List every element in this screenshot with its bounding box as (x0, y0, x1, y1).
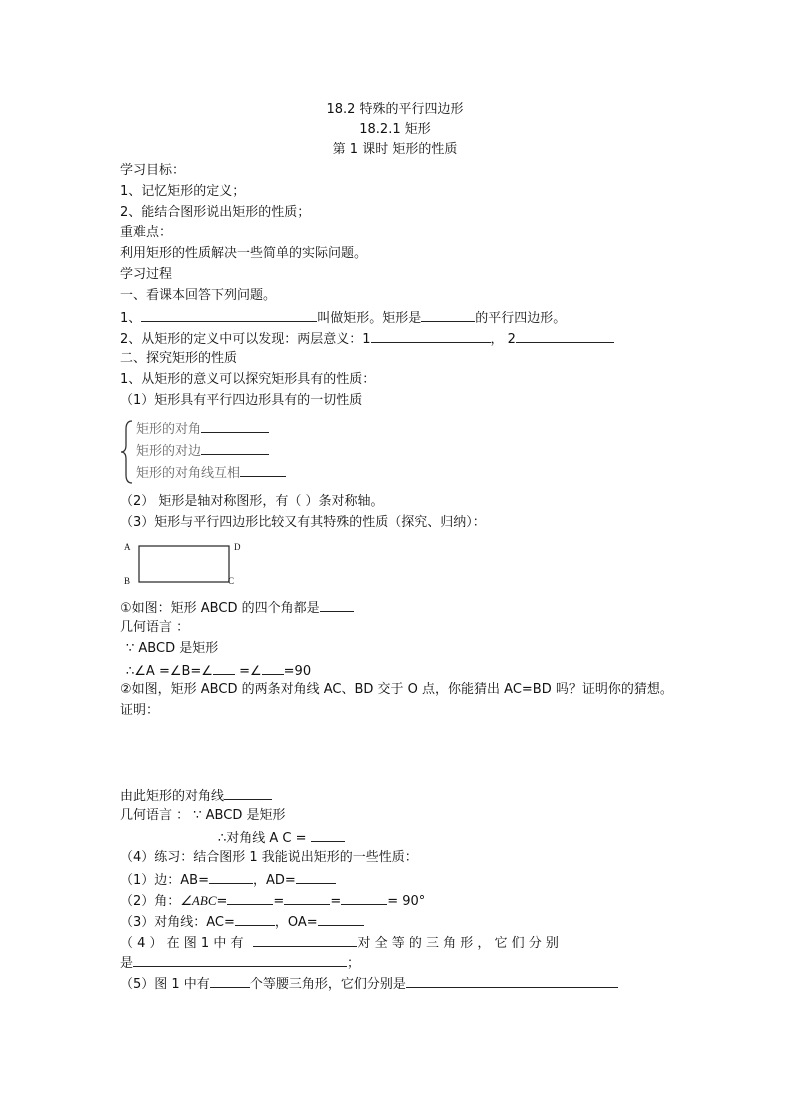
goals-heading: 学习目标： (120, 163, 186, 178)
diagonal-statement (120, 785, 272, 805)
practice-r2-blank-3[interactable] (341, 890, 387, 905)
property-intro: 1、从矩形的意义可以探究矩形具有的性质： (120, 372, 376, 387)
brace-row-3-label: 矩形的对角线互相 (136, 466, 241, 481)
goal-item-1: 1、记忆矩形的定义； (120, 184, 246, 199)
practice-row-1 (120, 869, 336, 889)
practice-r4-label-b: 对 全 等 的 三 角 形 ， 它 们 分 别 (357, 936, 559, 951)
practice-r2-eq-1: = (216, 894, 228, 909)
goal-item-2: 2、能结合图形说出矩形的性质； (120, 205, 311, 220)
curly-brace-icon (120, 419, 134, 485)
brace-row-2-label: 矩形的对边 (136, 444, 202, 459)
practice-r5-blank-1[interactable] (210, 973, 250, 988)
practice-r2-label: （2）角： (120, 894, 181, 909)
therefore-part-b: =∠ (234, 664, 262, 679)
practice-r1-blank-1[interactable] (209, 869, 253, 884)
question-2 (120, 328, 614, 348)
practice-row-4a (120, 932, 559, 952)
practice-r4-label-c: 是 (120, 956, 134, 971)
therefore-part-c: =90 (283, 664, 312, 679)
q2-mid: ， 2 (490, 332, 516, 347)
practice-r4-blank-1[interactable] (253, 932, 357, 947)
process-heading: 学习过程 (120, 267, 173, 282)
practice-r3-blank-1[interactable] (235, 911, 275, 926)
key-text: 利用矩形的性质解决一些简单的实际问题。 (120, 246, 368, 261)
q1-prefix: 1、 (120, 311, 142, 326)
brace-row-2-blank[interactable] (201, 442, 269, 455)
q2-blank-1[interactable] (371, 328, 491, 343)
diagonal-blank[interactable] (224, 785, 272, 800)
diagonal-therefore-blank[interactable] (311, 827, 345, 842)
practice-r3-label-a: （3）对角线：AC= (120, 915, 235, 930)
rectangle-figure (122, 540, 252, 588)
diagonal-text: 由此矩形的对角线 (120, 789, 225, 804)
practice-r3-blank-2[interactable] (318, 911, 364, 926)
q1-mid: 叫做矩形。矩形是 (317, 311, 422, 326)
part2-heading: 二、探究矩形的性质 (120, 351, 238, 366)
q2-blank-2[interactable] (516, 328, 614, 343)
property-3: （3）矩形与平行四边形比较又有其特殊的性质（探究、归纳）： (120, 515, 486, 530)
vertex-a: A (124, 542, 131, 552)
vertex-d: D (234, 542, 241, 552)
q2-prefix: 2、从矩形的定义中可以发现：两层意义：1 (120, 332, 371, 347)
proof-label: 证明： (120, 703, 160, 718)
practice-row-5 (120, 973, 618, 993)
practice-r2-blank-1[interactable] (227, 890, 273, 905)
brace-row-1-label: 矩形的对角 (136, 422, 202, 437)
practice-r4-label-d: ； (347, 956, 361, 971)
practice-r2-blank-2[interactable] (284, 890, 330, 905)
circle1-because: ∵ ABCD 是矩形 (126, 641, 219, 656)
vertex-c: C (228, 576, 235, 586)
therefore-part-a: ∴∠A =∠B=∠ (126, 664, 213, 679)
diagonal-therefore (218, 827, 345, 847)
practice-r1-label-a: （1）边：AB= (120, 873, 209, 888)
brace-block (120, 419, 320, 485)
practice-r5-label-b: 个等腰三角形，它们分别是 (249, 977, 406, 992)
circle2-question: ②如图，矩形 ABCD 的两条对角线 AC、BD 交于 O 点，你能猜出 AC=BD 吗？证明你的猜想。 (120, 682, 673, 697)
practice-heading: （4）练习：结合图形 1 我能说出矩形的一些性质： (120, 850, 418, 865)
angle-blank-2[interactable] (262, 660, 284, 675)
practice-r2-eq-3: = (330, 894, 342, 909)
practice-row-2 (120, 890, 425, 910)
diagonal-therefore-text: ∴对角线 A C = (218, 831, 311, 846)
practice-row-4b (120, 952, 360, 972)
title-line-2: 18.2.1 矩形 (359, 122, 431, 137)
property-1: （1）矩形具有平行四边形具有的一切性质 (120, 393, 363, 408)
title-line-1: 18.2 特殊的平行四边形 (326, 102, 464, 117)
practice-r2-eq-90: = 90° (387, 894, 426, 909)
brace-row-1-blank[interactable] (201, 420, 269, 433)
brace-row-3-blank[interactable] (240, 464, 286, 477)
practice-r5-blank-2[interactable] (406, 973, 618, 988)
brace-row-2 (136, 441, 269, 463)
practice-r1-label-b: ，AD= (252, 873, 296, 888)
practice-r2-eq-2: = (273, 894, 285, 909)
angle-blank-1[interactable] (213, 660, 235, 675)
vertex-b: B (124, 576, 131, 586)
rectangle-abcd (139, 546, 229, 582)
circle1-therefore (126, 660, 311, 680)
diagonal-geo-language: 几何语言 ： ∵ ABCD 是矩形 (120, 808, 286, 823)
practice-r5-label-a: （5）图 1 中有 (120, 977, 210, 992)
circle1-geo-language: 几何语言 ： (120, 620, 190, 635)
question-1 (120, 307, 566, 327)
part1-heading: 一、看课本回答下列问题。 (120, 288, 277, 303)
practice-r1-blank-2[interactable] (296, 869, 336, 884)
q1-suffix: 的平行四边形。 (475, 311, 567, 326)
title-line-3: 第 1 课时 矩形的性质 (332, 142, 458, 157)
brace-row-1 (136, 419, 269, 441)
circle1-text: ①如图：矩形 ABCD 的四个角都是 (120, 601, 320, 616)
practice-row-3 (120, 911, 364, 931)
circle1-question (120, 597, 354, 617)
property-2: （2） 矩形是轴对称图形，有（ ）条对称轴。 (120, 494, 384, 509)
brace-row-3 (136, 463, 286, 485)
practice-r3-label-b: ，OA= (274, 915, 318, 930)
practice-r4-label-a: （ 4 ） 在 图 1 中 有 (120, 936, 244, 951)
q1-blank-1[interactable] (141, 307, 317, 322)
circle1-blank[interactable] (320, 597, 354, 612)
practice-r2-math: ∠ABC (180, 893, 217, 908)
practice-r4-blank-2[interactable] (133, 952, 347, 967)
key-heading: 重难点： (120, 225, 173, 240)
q1-blank-2[interactable] (421, 307, 475, 322)
